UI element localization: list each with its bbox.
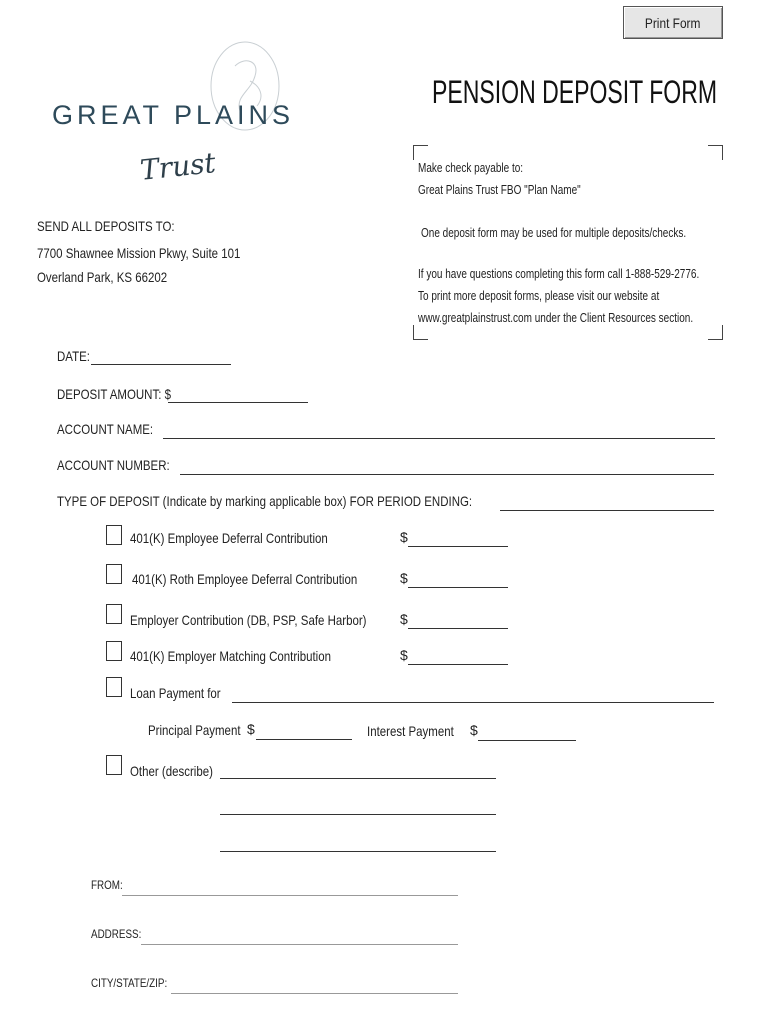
- info-line-print-more: To print more deposit forms, please visit our website at: [418, 289, 660, 303]
- date-label: DATE:: [57, 348, 90, 364]
- address-label: ADDRESS:: [91, 927, 142, 941]
- print-form-button[interactable]: [623, 6, 723, 39]
- info-line-questions: If you have questions completing this form call 1-888-529-2776.: [418, 267, 700, 281]
- interest-payment-field[interactable]: [478, 740, 576, 741]
- type-of-deposit-label: TYPE OF DEPOSIT (Indicate by marking applicable box) FOR PERIOD ENDING:: [57, 493, 473, 509]
- employer-match-label: 401(K) Employer Matching Contribution: [130, 648, 332, 664]
- period-ending-field[interactable]: [500, 510, 714, 511]
- employer-contribution-label: Employer Contribution (DB, PSP, Safe Harbor): [130, 612, 367, 628]
- from-label: FROM:: [91, 878, 123, 892]
- employee-deferral-currency: $: [400, 529, 408, 545]
- info-line-multiple: One deposit form may be used for multiple deposits/checks.: [421, 226, 687, 240]
- roth-deferral-currency: $: [400, 570, 408, 586]
- employer-contribution-checkbox[interactable]: [106, 604, 122, 624]
- employee-deferral-label: 401(K) Employee Deferral Contribution: [130, 530, 328, 546]
- info-line-payable: Make check payable to:: [418, 161, 524, 175]
- principal-currency: $: [247, 721, 255, 737]
- other-describe-field-1[interactable]: [220, 778, 496, 779]
- brand-name: GREAT PLAINS: [52, 100, 295, 130]
- info-line-website: www.greatplainstrust.com under the Client Resources section.: [418, 311, 694, 325]
- roth-deferral-checkbox[interactable]: [106, 564, 122, 584]
- other-label: Other (describe): [130, 763, 213, 779]
- account-number-label: ACCOUNT NUMBER:: [57, 457, 170, 473]
- city-state-zip-label: CITY/STATE/ZIP:: [91, 976, 168, 990]
- account-number-field[interactable]: [180, 474, 714, 475]
- principal-payment-field[interactable]: [256, 739, 352, 740]
- address-field[interactable]: [141, 944, 458, 945]
- page-title: PENSION DEPOSIT FORM: [432, 74, 718, 110]
- principal-payment-label: Principal Payment: [148, 722, 241, 738]
- info-box: [413, 145, 723, 340]
- other-checkbox[interactable]: [106, 755, 122, 775]
- employer-contribution-currency: $: [400, 611, 408, 627]
- from-field[interactable]: [122, 895, 458, 896]
- other-describe-field-2[interactable]: [220, 814, 496, 815]
- interest-payment-label: Interest Payment: [367, 723, 454, 739]
- roth-deferral-label: 401(K) Roth Employee Deferral Contribution: [132, 571, 358, 587]
- brand-script: Trust: [138, 146, 218, 187]
- employee-deferral-amount-field[interactable]: [408, 546, 508, 547]
- employee-deferral-checkbox[interactable]: [106, 525, 122, 545]
- loan-payment-label: Loan Payment for: [130, 685, 221, 701]
- print-form-label: Print Form: [645, 14, 701, 31]
- interest-currency: $: [470, 722, 478, 738]
- account-name-label: ACCOUNT NAME:: [57, 421, 154, 437]
- employer-match-checkbox[interactable]: [106, 641, 122, 661]
- employer-match-amount-field[interactable]: [408, 664, 508, 665]
- loan-payment-checkbox[interactable]: [106, 677, 122, 697]
- deposit-amount-label: DEPOSIT AMOUNT: $: [57, 386, 171, 402]
- date-field[interactable]: [91, 364, 231, 365]
- city-state-zip-field[interactable]: [171, 993, 458, 994]
- other-describe-field-3[interactable]: [220, 851, 496, 852]
- address-line-1: 7700 Shawnee Mission Pkwy, Suite 101: [37, 245, 241, 261]
- employer-match-currency: $: [400, 647, 408, 663]
- loan-payment-for-field[interactable]: [232, 702, 714, 703]
- employer-contribution-amount-field[interactable]: [408, 628, 508, 629]
- info-line-fbo: Great Plains Trust FBO "Plan Name": [418, 183, 581, 197]
- account-name-field[interactable]: [163, 438, 715, 439]
- send-deposits-heading: SEND ALL DEPOSITS TO:: [37, 218, 175, 234]
- deposit-amount-field[interactable]: [168, 402, 308, 403]
- address-line-2: Overland Park, KS 66202: [37, 269, 168, 285]
- roth-deferral-amount-field[interactable]: [408, 587, 508, 588]
